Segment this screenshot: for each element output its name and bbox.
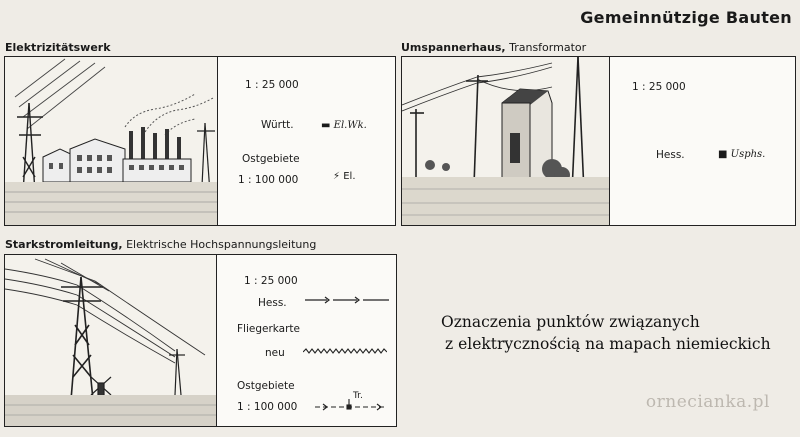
power-line-scale-1: 1 : 25 000 [244, 275, 298, 287]
illustration-power-station [5, 57, 218, 225]
transformer-symbol-1-text: Usphs. [730, 149, 766, 160]
power-line-symbol-2 [303, 346, 387, 359]
lightning-symbol-icon: ⚡ [333, 171, 341, 182]
power-line-region-2: Fliegerkarte [237, 323, 300, 335]
factory-symbol-icon: ▬ [321, 120, 331, 131]
label-power-station-bold: Elektrizitätswerk [5, 41, 111, 54]
power-line-drawing [5, 255, 216, 426]
transformer-scale-1: 1 : 25 000 [632, 81, 686, 93]
label-power-station [5, 41, 111, 54]
panel-power-station [4, 56, 396, 226]
square-symbol-icon: ■ [718, 149, 728, 160]
panel-transformer [401, 56, 796, 226]
power-station-region-1: Württ. [261, 119, 294, 131]
power-line-region-1: Hess. [258, 297, 287, 309]
power-station-drawing [5, 57, 217, 225]
label-transformer [401, 41, 586, 54]
panel-power-line [4, 254, 397, 427]
label-transformer-bold: Umspannerhaus, [401, 41, 506, 54]
power-station-region-2: Ostgebiete [242, 153, 300, 165]
power-line-symbol-1 [305, 295, 389, 308]
caption-line-1: Oznaczenia punktów związanych [441, 313, 700, 331]
page-title: Gemeinnützige Bauten [580, 8, 792, 27]
power-line-symbol-3-text: Tr. [353, 391, 363, 401]
label-power-line [5, 238, 316, 251]
power-station-scale-1: 1 : 25 000 [245, 79, 299, 91]
illustration-transformer [402, 57, 610, 225]
dashed-arrow-line-icon [305, 295, 389, 305]
power-line-symbol-3 [315, 393, 389, 416]
power-station-symbol-2-text: El. [343, 171, 356, 182]
transformer-region-1: Hess. [656, 149, 685, 161]
power-line-region-3: Ostgebiete [237, 380, 295, 392]
caption-line-2: z elektrycznością na mapach niemieckich [445, 335, 771, 353]
transformer-symbol-1 [718, 149, 765, 160]
power-station-symbol-2 [333, 171, 356, 182]
label-power-line-normal: Elektrische Hochspannungsleitung [126, 238, 317, 251]
power-station-scale-2: 1 : 100 000 [238, 174, 299, 186]
power-station-symbol-1-text: El.Wk. [333, 120, 367, 131]
caption [441, 311, 771, 355]
power-line-region-2b: neu [265, 347, 285, 359]
zigzag-line-icon [303, 346, 387, 356]
transformer-drawing [402, 57, 609, 225]
watermark: ornecianka.pl [645, 392, 770, 412]
power-line-scale-3: 1 : 100 000 [237, 401, 298, 413]
label-transformer-normal: Transformator [509, 41, 587, 54]
illustration-power-line [5, 255, 217, 426]
transformer-line-icon [315, 393, 389, 413]
label-power-line-bold: Starkstromleitung, [5, 238, 123, 251]
power-station-symbol-1 [321, 120, 367, 131]
